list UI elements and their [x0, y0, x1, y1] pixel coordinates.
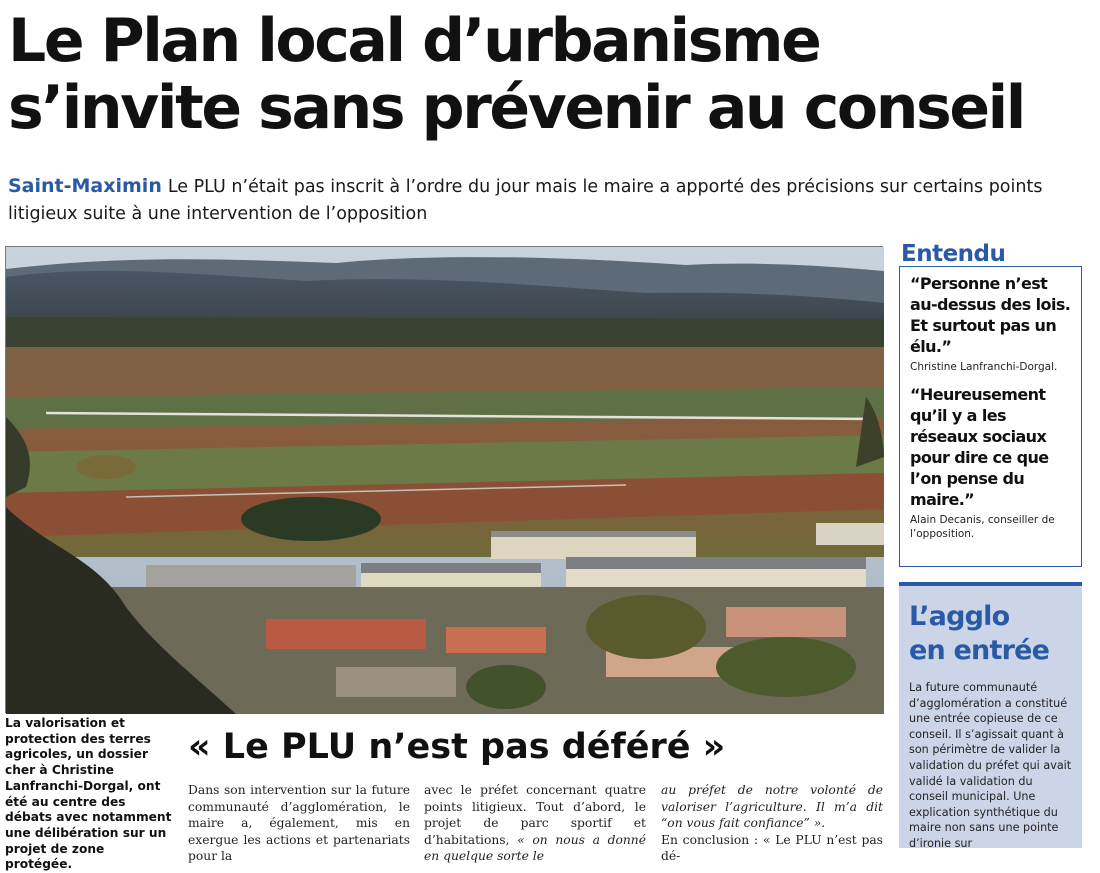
agglo-box	[899, 582, 1082, 848]
column-2-text: avec le préfet concernant quatre points litigieux. Tout d’abord, le projet de parc sportif et d’habitations,	[424, 783, 646, 847]
landscape-photo	[5, 246, 883, 713]
agglo-title-line-1: L’agglo	[909, 601, 1010, 632]
agglo-title-line-2: en entrée	[909, 635, 1050, 666]
entendu-box	[899, 266, 1082, 567]
agglo-body: La future communauté d’agglomération a constitué une entrée copieuse de ce conseil. Il s’agissait quant à son périmètre de valider la validation du préfet qui avait validé la validation du conseil municipal. Une explication synthétique du maire non sans une pointe d’ironie sur	[909, 681, 1072, 850]
article-column-3	[661, 782, 883, 865]
entendu-title: Entendu	[901, 241, 1006, 267]
section-subhead: « Le PLU n’est pas déféré »	[188, 727, 726, 767]
agglo-title	[909, 600, 1074, 668]
article-column-1: Dans son intervention sur la future communauté d’agglomération, le maire a, également, mis en exergue les actions et partenariats pour la	[188, 783, 410, 863]
quote-1-author: Christine Lanfranchi-Dorgal.	[910, 361, 1058, 373]
column-2-quote: « on nous a donné en quelque sorte le	[424, 832, 646, 863]
headline-line-1: Le Plan local d’urbanisme	[8, 6, 820, 76]
headline	[8, 8, 1093, 142]
standfirst-text: Le PLU n’était pas inscrit à l’ordre du jour mais le maire a apporté des précisions sur certains points litigieux suite à une intervention de l’opposition	[8, 177, 1043, 224]
quote-1: “Personne n’est au-dessus des lois. Et surtout pas un élu.”	[910, 274, 1071, 356]
headline-line-2: s’invite sans prévenir au conseil	[8, 73, 1024, 143]
article-column-2	[424, 782, 646, 865]
quote-2: “Heureusement qu’il y a les réseaux sociaux pour dire ce que l’on pense du maire.”	[910, 385, 1049, 509]
location-label: Saint-Maximin	[8, 175, 162, 197]
photo-caption: La valorisation et protection des terres agricoles, un dossier cher à Christine Lanfranchi-Dorgal, ont été au centre des débats avec notamment une délibération sur un projet de zone protégée.	[5, 716, 172, 872]
standfirst	[8, 173, 1093, 228]
landscape-photo-image	[6, 247, 884, 714]
quote-2-author: Alain Decanis, conseiller de l’opposition.	[910, 514, 1055, 540]
column-3-quote: au préfet de notre volonté de valoriser l’agriculture. Il m’a dit “on vous fait confiance” ».	[661, 783, 883, 830]
column-3-conclusion: En conclusion : « Le PLU n’est pas dé-	[661, 832, 883, 863]
